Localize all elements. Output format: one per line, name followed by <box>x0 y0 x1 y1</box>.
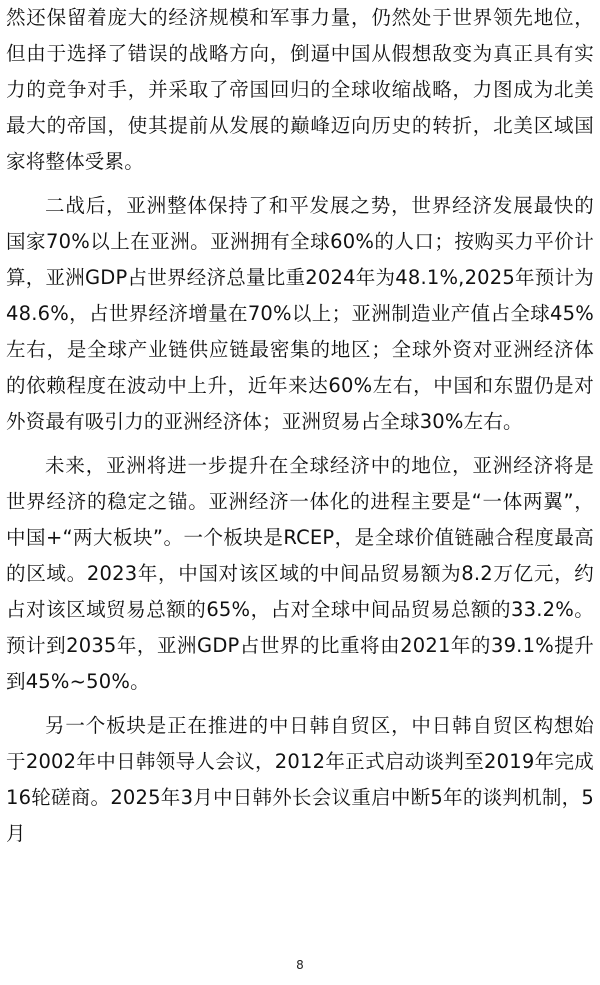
page-number: 8 <box>296 958 304 972</box>
body-text <box>6 0 594 852</box>
paragraph: 另一个板块是正在推进的中日韩自贸区，中日韩自贸区构想始于2002年中日韩领导人会议，2012年正式启动谈判至2019年完成16轮磋商。2025年3月中日韩外长会议重启中断5年的谈判机制，5月 <box>6 714 594 845</box>
paragraph: 然还保留着庞大的经济规模和军事力量，仍然处于世界领先地位，但由于选择了错误的战略方向，倒逼中国从假想敌变为真正具有实力的竞争对手，并采取了帝国回归的全球收缩战略，力图成为北美最大的帝国，使其提前从发展的巅峰迈向历史的转折，北美区域国家将整体受累。 <box>6 6 594 173</box>
paragraph: 未来，亚洲将进一步提升在全球经济中的地位，亚洲经济将是世界经济的稳定之锚。亚洲经济一体化的进程主要是“一体两翼”，中国+“两大板块”。一个板块是RCEP，是全球价值链融合程度最高的区域。2023年，中国对该区域的中间品贸易额为8.2万亿元，约占对该区域贸易总额的65%，占对全球中间品贸易总额的33.2%。预计到2035年，亚洲GDP占世界的比重将由2021年的39.1%提升到45%~50%。 <box>6 454 594 693</box>
paragraph: 二战后，亚洲整体保持了和平发展之势，世界经济发展最快的国家70%以上在亚洲。亚洲拥有全球60%的人口；按购买力平价计算，亚洲GDP占世界经济总量比重2024年为48.1%,2025年预计为48.6%，占世界经济增量在70%以上；亚洲制造业产值占全球45%左右，是全球产业链供应链最密集的地区；全球外资对亚洲经济体的依赖程度在波动中上升，近年来达60%左右，中国和东盟仍是对外资最有吸引力的亚洲经济体；亚洲贸易占全球30%左右。 <box>6 194 594 433</box>
